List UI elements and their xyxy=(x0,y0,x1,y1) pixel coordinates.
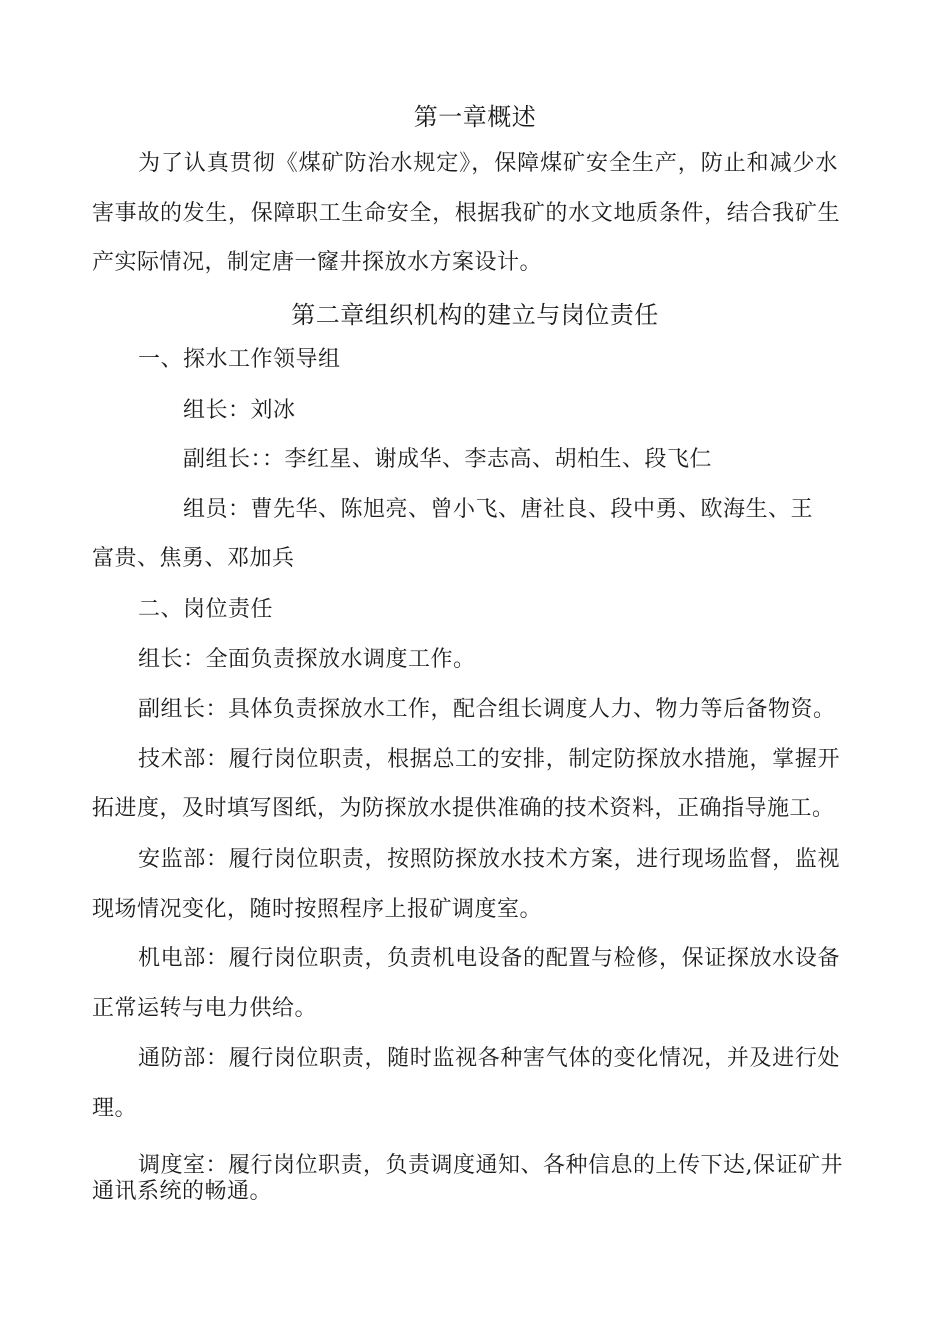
tech-duty-line-2: 拓进度，及时填写图纸，为防探放水提供准确的技术资料，正确指导施工。 xyxy=(92,796,835,821)
dispatch-duty-line-2: 通讯系统的畅通。 xyxy=(92,1179,273,1204)
safety-duty-line-2: 现场情况变化，随时按照程序上报矿调度室。 xyxy=(92,897,543,922)
section1-members-line-1: 组员：曹先华、陈旭亮、曾小飞、唐社良、段中勇、欧海生、王 xyxy=(183,497,814,522)
section1-heading: 一、探水工作领导组 xyxy=(138,347,341,372)
chapter1-paragraph-line-3: 产实际情况，制定唐一窿井探放水方案设计。 xyxy=(92,250,543,275)
dispatch-duty-line-1: 调度室：履行岗位职责，负责调度通知、各种信息的上传下达,保证矿井 xyxy=(138,1153,843,1178)
mech-duty-line-2: 正常运转与电力供给。 xyxy=(92,996,318,1021)
chapter1-title: 第一章概述 xyxy=(413,103,537,131)
section1-deputy: 副组长：：李红星、谢成华、李志高、胡柏生、段飞仁 xyxy=(183,447,713,472)
section2-heading: 二、岗位责任 xyxy=(138,597,274,622)
deputy-duty: 副组长：具体负责探放水工作，配合组长调度人力、物力等后备物资。 xyxy=(138,697,836,722)
chapter1-paragraph-line-1: 为了认真贯彻《煤矿防治水规定》，保障煤矿安全生产，防止和减少水 xyxy=(138,151,838,176)
tech-duty-line-1: 技术部：履行岗位职责，根据总工的安排，制定防探放水措施，掌握开 xyxy=(138,747,840,772)
ventilation-duty-line-1: 通防部：履行岗位职责，随时监视各种害气体的变化情况，并及进行处 xyxy=(138,1046,840,1071)
leader-duty: 组长：全面负责探放水调度工作。 xyxy=(138,647,476,672)
ventilation-duty-line-2: 理。 xyxy=(92,1096,138,1121)
section1-members-line-2: 富贵、焦勇、邓加兵 xyxy=(92,546,295,571)
safety-duty-line-1: 安监部：履行岗位职责，按照防探放水技术方案，进行现场监督，监视 xyxy=(138,847,840,872)
mech-duty-line-1: 机电部：履行岗位职责，负责机电设备的配置与检修，保证探放水设备 xyxy=(138,946,840,971)
section1-leader: 组长：刘冰 xyxy=(183,398,296,423)
chapter2-title: 第二章组织机构的建立与岗位责任 xyxy=(291,301,659,329)
chapter1-paragraph-line-2: 害事故的发生，保障职工生命安全，根据我矿的水文地质条件，结合我矿生 xyxy=(92,201,840,226)
